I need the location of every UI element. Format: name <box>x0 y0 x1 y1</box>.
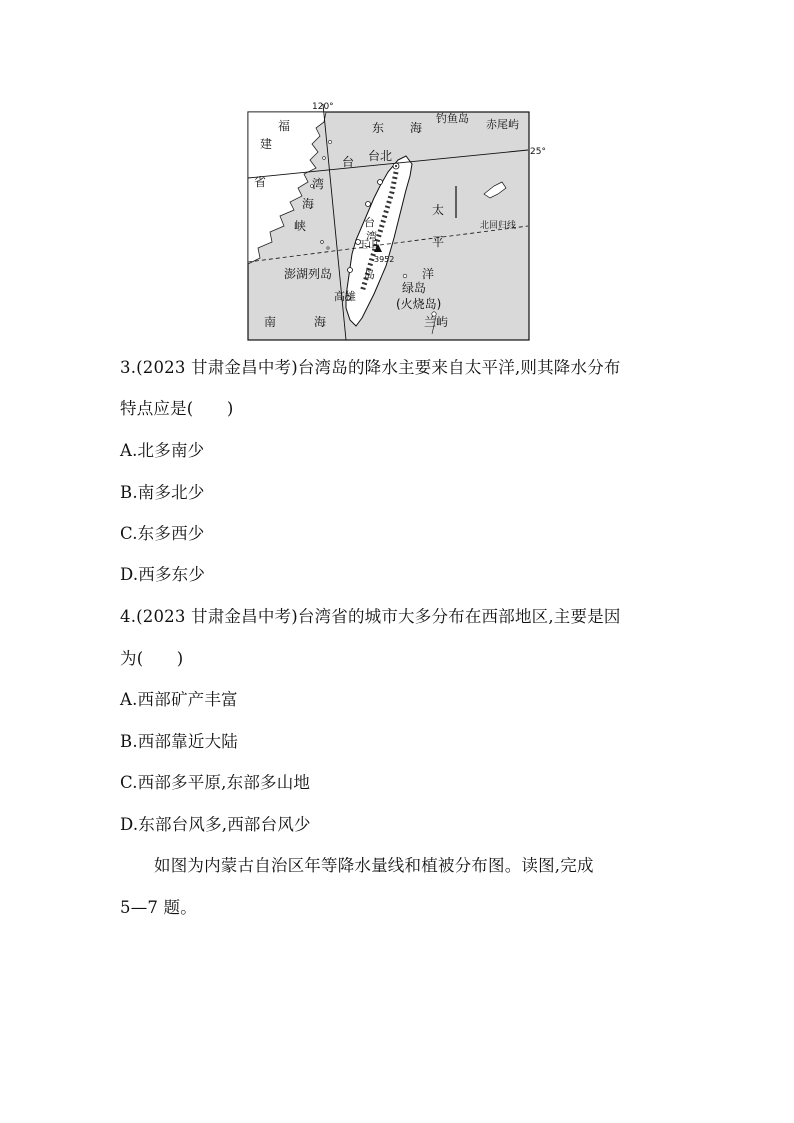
label-kaohsiung: 高雄 <box>334 290 356 303</box>
label-lanyu: 兰屿 <box>424 315 449 329</box>
label-strait-2: 湾 <box>312 177 325 191</box>
q3-option-c: C.东多西少 <box>120 524 205 543</box>
label-island-3: 岛 <box>364 268 375 281</box>
coastal-island <box>323 157 326 160</box>
q3-option-a: A.北多南少 <box>120 441 205 460</box>
label-fujian-2: 建 <box>260 137 273 151</box>
q3-stem-line1: 3.(2023 甘肃金昌中考)台湾岛的降水主要来自太平洋,则其降水分布 <box>120 358 621 377</box>
label-eastsea-1: 东 <box>372 121 385 135</box>
label-pacific-3: 洋 <box>422 267 435 281</box>
q4-stem-line2: 为( ) <box>120 649 184 668</box>
label-island-1: 台 <box>364 216 375 229</box>
intro-line2: 5—7 题。 <box>120 898 197 917</box>
q3-option-d: D.西多东少 <box>120 565 206 584</box>
q4-option-a: A.西部矿产丰富 <box>120 690 238 709</box>
intro-line1: 如图为内蒙古自治区年等降水量线和植被分布图。读图,完成 <box>154 856 594 875</box>
label-lvdao: 绿岛 <box>402 281 427 295</box>
label-eastsea-2: 海 <box>410 121 423 135</box>
q4-stem-line1: 4.(2023 甘肃金昌中考)台湾省的城市大多分布在西部地区,主要是因 <box>120 607 621 626</box>
city-dot <box>378 180 383 185</box>
label-southsea-2: 海 <box>314 315 327 329</box>
label-yushan: 玉山 <box>358 240 378 251</box>
q4-option-c: C.西部多平原,东部多山地 <box>120 773 311 792</box>
label-chiwei: 赤尾屿 <box>486 118 519 131</box>
label-tropic: 北回归线 <box>480 221 517 231</box>
coastal-island <box>328 140 331 143</box>
label-southsea-1: 南 <box>264 315 277 329</box>
label-island-2: 湾 <box>366 230 377 243</box>
label-strait-4: 峡 <box>294 219 307 233</box>
q3-stem-line2: 特点应是( ) <box>120 399 234 418</box>
label-strait-1: 台 <box>342 155 355 169</box>
city-dot <box>366 202 371 207</box>
label-fujian-1: 福 <box>278 119 291 133</box>
lvdao-islet <box>403 274 407 278</box>
label-taipei: 台北 <box>368 149 393 163</box>
penghu-islet <box>321 241 324 244</box>
label-lat: 25° <box>530 147 546 157</box>
city-dot <box>348 268 353 273</box>
label-lon: 120° <box>312 102 334 112</box>
city-dot <box>395 165 397 167</box>
q3-option-b: B.南多北少 <box>120 483 205 502</box>
penghu-islet <box>327 247 329 249</box>
label-pacific-1: 太 <box>432 203 445 217</box>
label-diaoyu: 钓鱼岛 <box>436 112 469 125</box>
q4-option-d: D.东部台风多,西部台风少 <box>120 815 311 834</box>
label-lvdao-alt: (火烧岛) <box>396 297 442 311</box>
label-penghu: 澎湖列岛 <box>284 267 333 281</box>
taiwan-map <box>246 102 546 342</box>
label-strait-3: 海 <box>302 197 315 211</box>
label-pacific-2: 平 <box>432 235 445 249</box>
q4-option-b: B.西部靠近大陆 <box>120 732 238 751</box>
label-yushan-elev: 3952 <box>374 255 395 264</box>
label-fujian-3: 省 <box>254 175 267 189</box>
